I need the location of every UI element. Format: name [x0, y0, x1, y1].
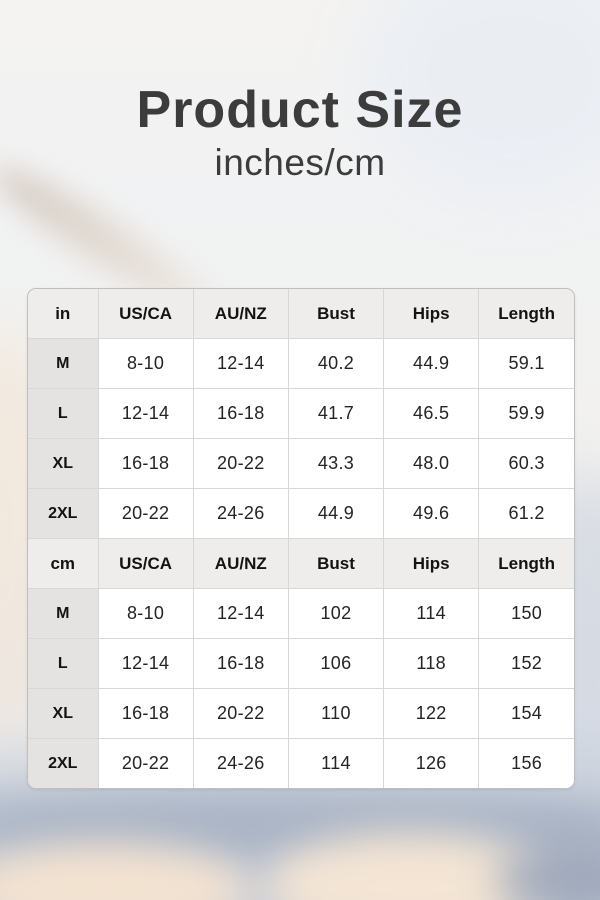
size-row-cm-M [28, 589, 574, 639]
size-value-cell: 60.3 [479, 439, 574, 489]
size-value-cell: 20-22 [98, 739, 193, 789]
size-value-cell: 152 [479, 639, 574, 689]
size-value-cell: 40.2 [288, 339, 383, 389]
size-value-cell: 44.9 [288, 489, 383, 539]
size-value-cell: 122 [384, 689, 479, 739]
size-value-cell: 41.7 [288, 389, 383, 439]
size-value-cell: 12-14 [193, 339, 288, 389]
size-label-cell: M [28, 339, 98, 389]
size-value-cell: 20-22 [193, 689, 288, 739]
size-value-cell: 12-14 [98, 639, 193, 689]
column-header-cell: Length [479, 539, 574, 589]
unit-header-cell: in [28, 289, 98, 339]
size-value-cell: 24-26 [193, 489, 288, 539]
size-row-cm-XL [28, 689, 574, 739]
size-value-cell: 59.1 [479, 339, 574, 389]
size-table-body [28, 289, 574, 788]
column-header-cell: Length [479, 289, 574, 339]
column-header-cell: AU/NZ [193, 539, 288, 589]
size-value-cell: 48.0 [384, 439, 479, 489]
size-value-cell: 114 [384, 589, 479, 639]
page-subtitle: inches/cm [214, 142, 386, 184]
size-value-cell: 8-10 [98, 339, 193, 389]
size-label-cell: M [28, 589, 98, 639]
size-value-cell: 43.3 [288, 439, 383, 489]
size-label-cell: L [28, 389, 98, 439]
size-value-cell: 46.5 [384, 389, 479, 439]
size-value-cell: 114 [288, 739, 383, 789]
column-header-cell: AU/NZ [193, 289, 288, 339]
size-value-cell: 20-22 [98, 489, 193, 539]
size-label-cell: 2XL [28, 739, 98, 789]
size-row-cm-2XL [28, 739, 574, 789]
size-value-cell: 16-18 [193, 639, 288, 689]
size-value-cell: 110 [288, 689, 383, 739]
column-header-cell: US/CA [98, 289, 193, 339]
column-header-cell: Bust [288, 539, 383, 589]
size-row-in-M [28, 339, 574, 389]
size-value-cell: 154 [479, 689, 574, 739]
size-value-cell: 12-14 [98, 389, 193, 439]
size-row-in-L [28, 389, 574, 439]
size-value-cell: 12-14 [193, 589, 288, 639]
size-value-cell: 44.9 [384, 339, 479, 389]
size-row-in-2XL [28, 489, 574, 539]
size-value-cell: 24-26 [193, 739, 288, 789]
size-value-cell: 156 [479, 739, 574, 789]
size-value-cell: 8-10 [98, 589, 193, 639]
size-row-cm-L [28, 639, 574, 689]
column-header-cell: Hips [384, 539, 479, 589]
column-header-cell: US/CA [98, 539, 193, 589]
column-header-cell: Bust [288, 289, 383, 339]
size-value-cell: 20-22 [193, 439, 288, 489]
size-value-cell: 106 [288, 639, 383, 689]
size-value-cell: 16-18 [98, 439, 193, 489]
size-label-cell: L [28, 639, 98, 689]
size-value-cell: 16-18 [98, 689, 193, 739]
unit-header-cell: cm [28, 539, 98, 589]
size-label-cell: XL [28, 689, 98, 739]
page-title: Product Size [136, 81, 464, 139]
size-row-in-XL [28, 439, 574, 489]
size-value-cell: 59.9 [479, 389, 574, 439]
size-value-cell: 102 [288, 589, 383, 639]
column-header-cell: Hips [384, 289, 479, 339]
size-value-cell: 49.6 [384, 489, 479, 539]
size-value-cell: 126 [384, 739, 479, 789]
size-table [28, 289, 574, 788]
header-row-in [28, 289, 574, 339]
size-label-cell: 2XL [28, 489, 98, 539]
size-value-cell: 61.2 [479, 489, 574, 539]
size-value-cell: 16-18 [193, 389, 288, 439]
title-area [0, 82, 600, 184]
size-value-cell: 150 [479, 589, 574, 639]
size-label-cell: XL [28, 439, 98, 489]
size-value-cell: 118 [384, 639, 479, 689]
size-table-container [27, 288, 575, 789]
header-row-cm [28, 539, 574, 589]
